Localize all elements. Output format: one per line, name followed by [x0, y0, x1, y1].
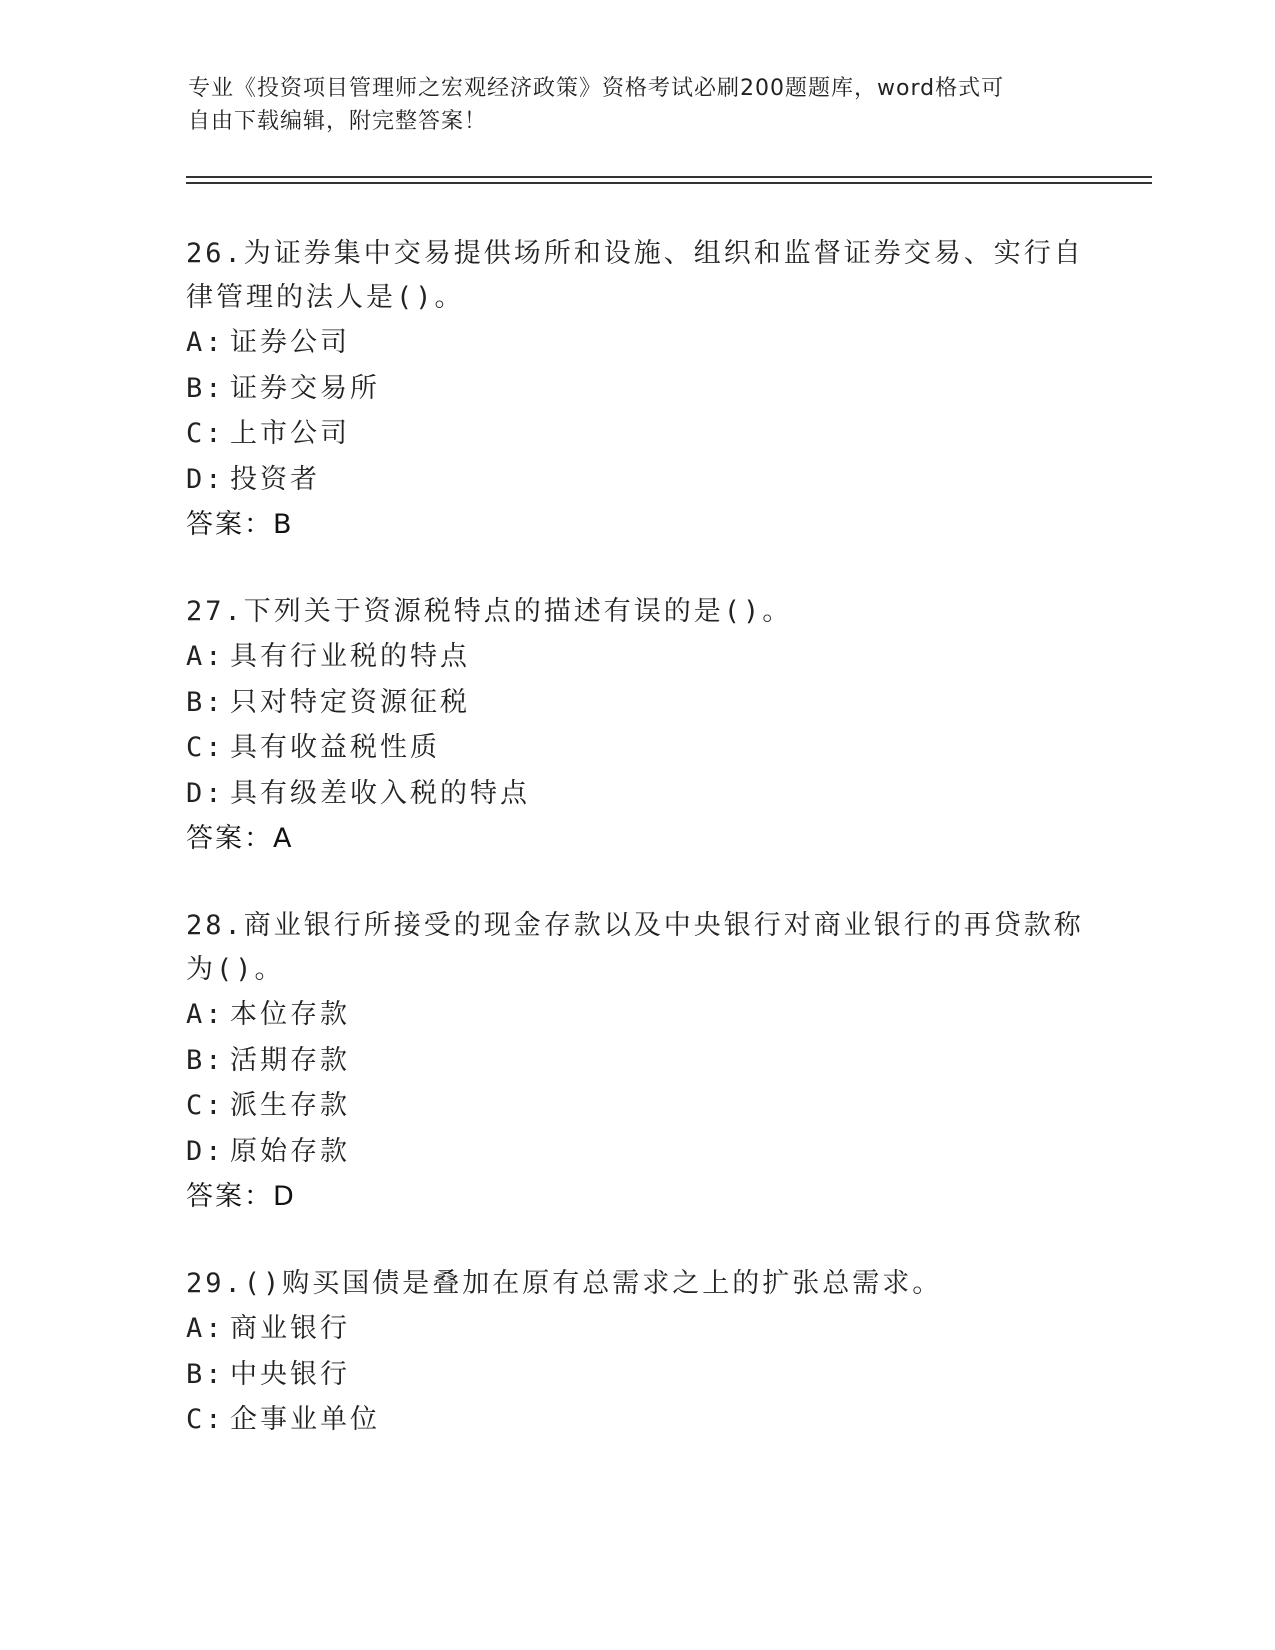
option-text: 具有收益税性质 [230, 732, 440, 763]
option-d [186, 457, 1086, 503]
question-29 [186, 1262, 1086, 1443]
option-a [186, 634, 1086, 680]
option-letter: B: [186, 372, 225, 404]
option-text: 原始存款 [230, 1135, 350, 1167]
option-c [186, 411, 1086, 457]
option-letter: A: [186, 1313, 225, 1344]
option-text: 只对特定资源征税 [230, 686, 470, 718]
option-d [186, 1129, 1086, 1175]
option-letter: C: [186, 418, 225, 449]
header-title-line-1: 专业《投资项目管理师之宏观经济政策》资格考试必刷200题题库，word格式可 [188, 76, 1005, 101]
answer-line [186, 502, 1086, 548]
answer-value: D [273, 1181, 296, 1212]
option-text: 证券交易所 [230, 372, 380, 404]
question-stem: 29.()购买国债是叠加在原有总需求之上的扩张总需求。 [186, 1268, 943, 1299]
answer-line [186, 816, 1086, 862]
document-header [188, 72, 1068, 138]
answer-label: 答案： [186, 509, 273, 540]
question-list [186, 232, 1086, 1485]
question-28 [186, 904, 1086, 1220]
option-letter: D: [186, 1135, 225, 1167]
option-text: 企事业单位 [230, 1404, 380, 1435]
question-stem: 27.下列关于资源税特点的描述有误的是()。 [186, 596, 793, 627]
option-letter: C: [186, 732, 225, 763]
option-a [186, 1306, 1086, 1352]
option-text: 本位存款 [230, 999, 350, 1030]
question-26 [186, 232, 1086, 548]
header-divider-bottom [186, 182, 1152, 184]
answer-value: B [273, 509, 294, 540]
option-b [186, 1352, 1086, 1398]
answer-value: A [273, 823, 294, 854]
option-text: 投资者 [230, 463, 320, 495]
option-text: 具有级差收入税的特点 [230, 777, 530, 809]
answer-label: 答案： [186, 823, 273, 854]
option-c [186, 725, 1086, 771]
option-d [186, 771, 1086, 817]
option-letter: D: [186, 777, 225, 809]
header-divider-top [186, 176, 1152, 178]
option-letter: B: [186, 1044, 225, 1076]
answer-line [186, 1174, 1086, 1220]
question-stem: 26.为证券集中交易提供场所和设施、组织和监督证券交易、实行自律管理的法人是()。 [186, 238, 1084, 313]
option-letter: B: [186, 686, 225, 718]
option-b [186, 1038, 1086, 1084]
answer-label: 答案： [186, 1181, 273, 1212]
option-text: 派生存款 [230, 1090, 350, 1121]
option-a [186, 320, 1086, 366]
option-letter: C: [186, 1404, 225, 1435]
option-letter: A: [186, 641, 225, 672]
option-letter: A: [186, 327, 225, 358]
option-text: 商业银行 [230, 1313, 350, 1344]
option-text: 活期存款 [230, 1044, 350, 1076]
option-b [186, 366, 1086, 412]
option-text: 中央银行 [230, 1358, 350, 1390]
question-stem: 28.商业银行所接受的现金存款以及中央银行对商业银行的再贷款称为()。 [186, 910, 1084, 985]
option-c [186, 1083, 1086, 1129]
option-text: 证券公司 [230, 327, 350, 358]
header-title-line-2: 自由下载编辑，附完整答案！ [188, 109, 488, 134]
option-text: 具有行业税的特点 [230, 641, 470, 672]
option-letter: B: [186, 1358, 225, 1390]
option-letter: D: [186, 463, 225, 495]
option-letter: C: [186, 1090, 225, 1121]
option-b [186, 680, 1086, 726]
option-c [186, 1397, 1086, 1443]
option-text: 上市公司 [230, 418, 350, 449]
option-a [186, 992, 1086, 1038]
question-27 [186, 590, 1086, 862]
option-letter: A: [186, 999, 225, 1030]
